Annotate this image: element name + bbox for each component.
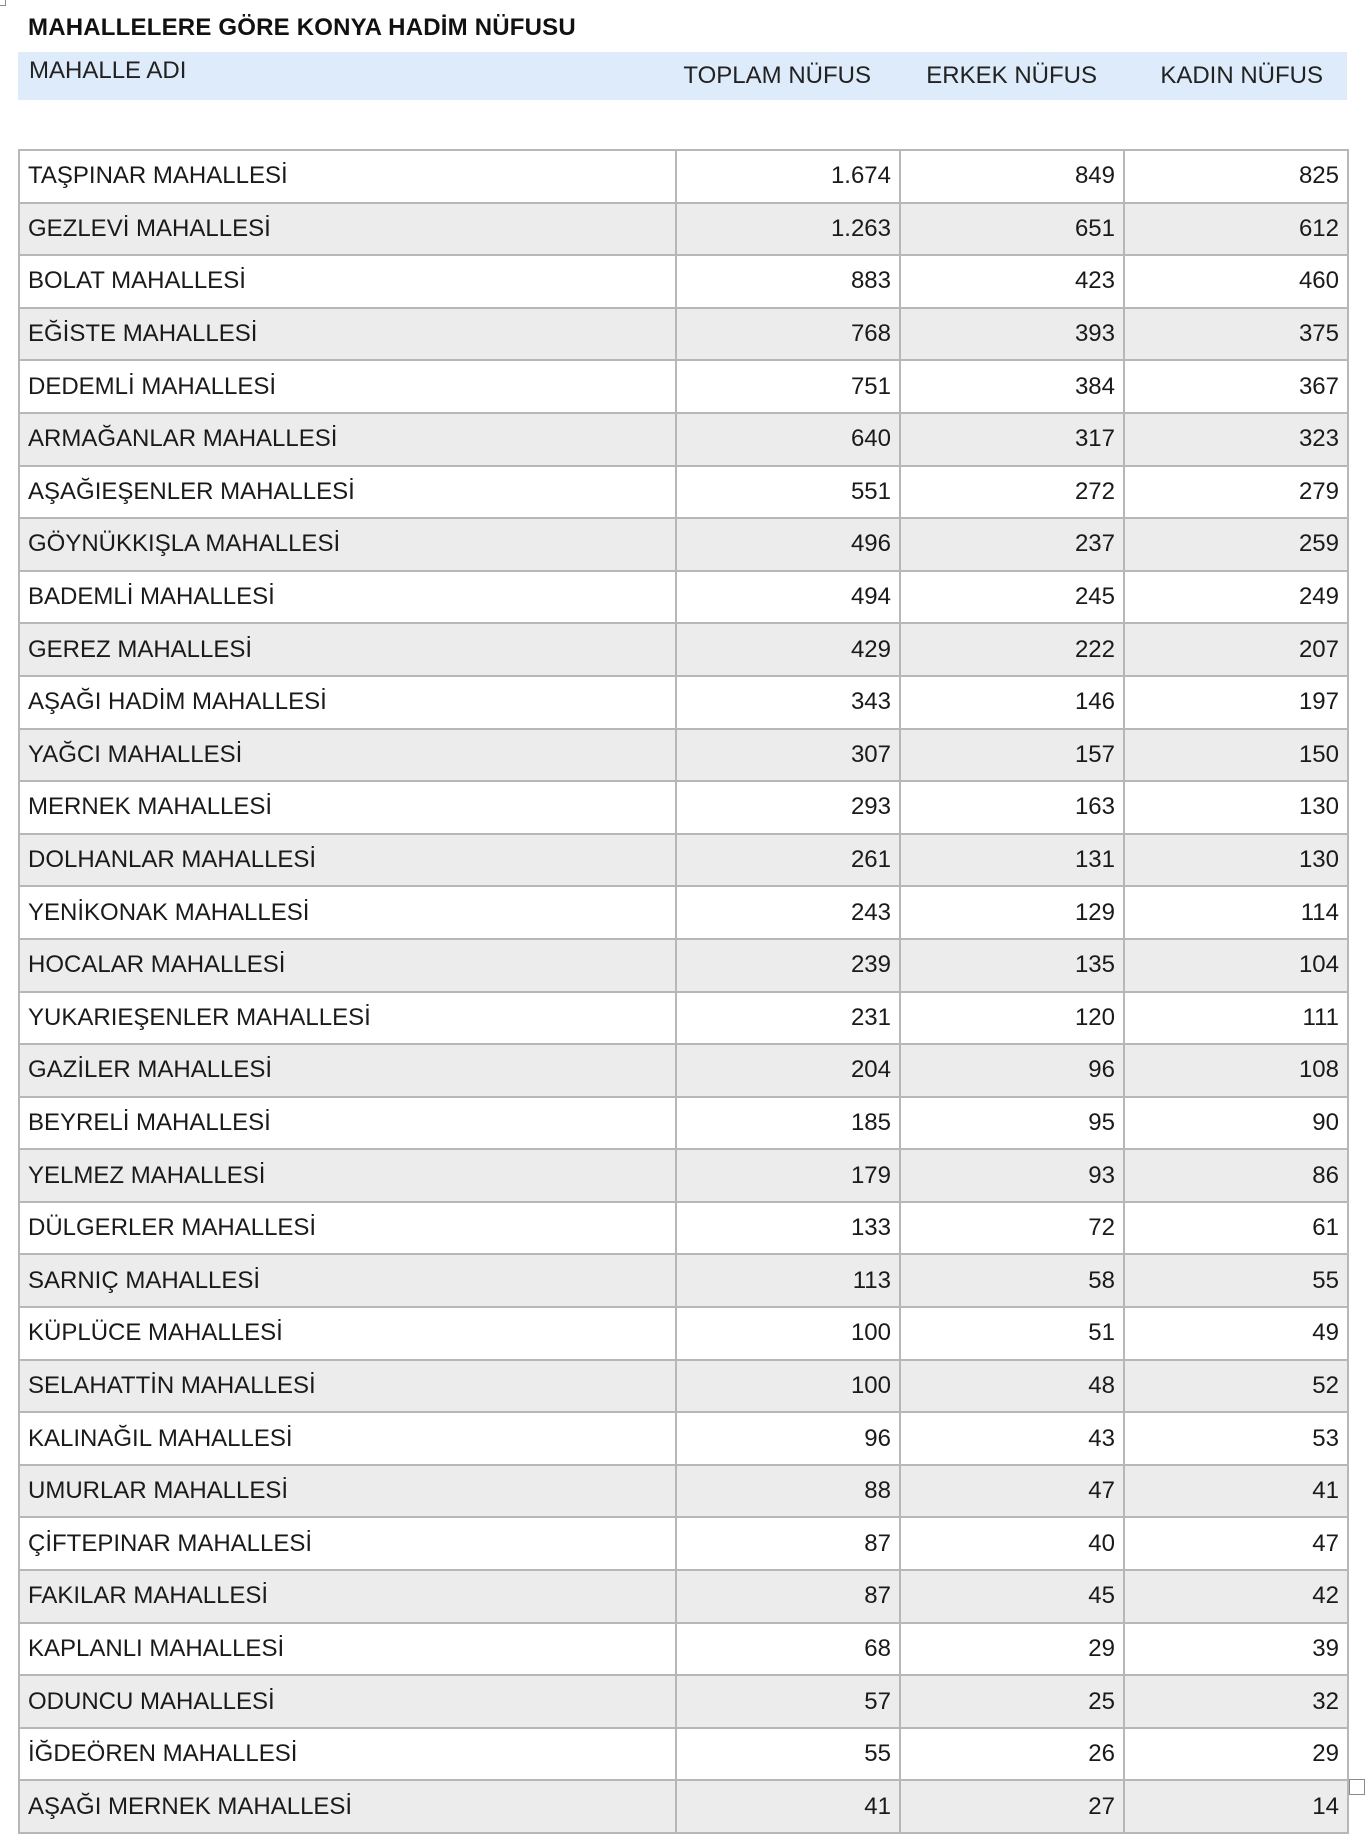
cell-mahalle-adi: DOLHANLAR MAHALLESİ bbox=[19, 834, 676, 887]
table-row bbox=[19, 886, 1348, 939]
cell-erkek-nufus: 58 bbox=[900, 1254, 1124, 1307]
cell-kadin-nufus: 612 bbox=[1124, 203, 1348, 256]
cell-kadin-nufus: 323 bbox=[1124, 413, 1348, 466]
table-row bbox=[19, 1780, 1348, 1833]
table-row bbox=[19, 308, 1348, 361]
table-row bbox=[19, 1097, 1348, 1150]
cell-erkek-nufus: 48 bbox=[900, 1360, 1124, 1413]
cell-toplam-nufus: 293 bbox=[676, 781, 900, 834]
header-kadin-nufus: KADIN NÜFUS bbox=[1160, 62, 1323, 89]
table-row bbox=[19, 1570, 1348, 1623]
cell-erkek-nufus: 51 bbox=[900, 1307, 1124, 1360]
cell-erkek-nufus: 131 bbox=[900, 834, 1124, 887]
cell-erkek-nufus: 26 bbox=[900, 1728, 1124, 1781]
table-row bbox=[19, 1202, 1348, 1255]
cell-erkek-nufus: 245 bbox=[900, 571, 1124, 624]
table-row bbox=[19, 255, 1348, 308]
cell-toplam-nufus: 751 bbox=[676, 360, 900, 413]
cell-kadin-nufus: 130 bbox=[1124, 781, 1348, 834]
cell-toplam-nufus: 87 bbox=[676, 1570, 900, 1623]
cell-mahalle-adi: TAŞPINAR MAHALLESİ bbox=[19, 150, 676, 203]
table-row bbox=[19, 150, 1348, 203]
table-row bbox=[19, 1465, 1348, 1518]
cell-erkek-nufus: 393 bbox=[900, 308, 1124, 361]
cell-erkek-nufus: 384 bbox=[900, 360, 1124, 413]
cell-erkek-nufus: 135 bbox=[900, 939, 1124, 992]
cell-erkek-nufus: 157 bbox=[900, 729, 1124, 782]
cell-kadin-nufus: 825 bbox=[1124, 150, 1348, 203]
cell-kadin-nufus: 14 bbox=[1124, 1780, 1348, 1833]
cell-kadin-nufus: 150 bbox=[1124, 729, 1348, 782]
cell-toplam-nufus: 231 bbox=[676, 992, 900, 1045]
cell-kadin-nufus: 49 bbox=[1124, 1307, 1348, 1360]
cell-mahalle-adi: KALINAĞIL MAHALLESİ bbox=[19, 1412, 676, 1465]
cell-toplam-nufus: 883 bbox=[676, 255, 900, 308]
cell-toplam-nufus: 88 bbox=[676, 1465, 900, 1518]
cell-kadin-nufus: 55 bbox=[1124, 1254, 1348, 1307]
cell-erkek-nufus: 40 bbox=[900, 1517, 1124, 1570]
table-row bbox=[19, 676, 1348, 729]
cell-kadin-nufus: 86 bbox=[1124, 1149, 1348, 1202]
cell-toplam-nufus: 1.674 bbox=[676, 150, 900, 203]
cell-mahalle-adi: İĞDEÖREN MAHALLESİ bbox=[19, 1728, 676, 1781]
cell-toplam-nufus: 55 bbox=[676, 1728, 900, 1781]
table-row bbox=[19, 1412, 1348, 1465]
cell-kadin-nufus: 29 bbox=[1124, 1728, 1348, 1781]
cell-toplam-nufus: 133 bbox=[676, 1202, 900, 1255]
table-resize-handle[interactable] bbox=[1349, 1779, 1365, 1795]
cell-toplam-nufus: 261 bbox=[676, 834, 900, 887]
cell-erkek-nufus: 317 bbox=[900, 413, 1124, 466]
table-row bbox=[19, 1149, 1348, 1202]
cell-erkek-nufus: 93 bbox=[900, 1149, 1124, 1202]
table-row bbox=[19, 1254, 1348, 1307]
cell-toplam-nufus: 179 bbox=[676, 1149, 900, 1202]
table-row bbox=[19, 1623, 1348, 1676]
header-toplam-nufus: TOPLAM NÜFUS bbox=[683, 62, 871, 89]
cell-toplam-nufus: 243 bbox=[676, 886, 900, 939]
cell-kadin-nufus: 111 bbox=[1124, 992, 1348, 1045]
cell-erkek-nufus: 95 bbox=[900, 1097, 1124, 1150]
table-row bbox=[19, 1044, 1348, 1097]
cell-erkek-nufus: 222 bbox=[900, 623, 1124, 676]
table-row bbox=[19, 834, 1348, 887]
cell-mahalle-adi: EĞİSTE MAHALLESİ bbox=[19, 308, 676, 361]
cell-erkek-nufus: 146 bbox=[900, 676, 1124, 729]
cell-kadin-nufus: 90 bbox=[1124, 1097, 1348, 1150]
table-row bbox=[19, 1307, 1348, 1360]
cell-kadin-nufus: 249 bbox=[1124, 571, 1348, 624]
cell-kadin-nufus: 52 bbox=[1124, 1360, 1348, 1413]
cell-erkek-nufus: 120 bbox=[900, 992, 1124, 1045]
cell-mahalle-adi: KAPLANLI MAHALLESİ bbox=[19, 1623, 676, 1676]
cell-mahalle-adi: DÜLGERLER MAHALLESİ bbox=[19, 1202, 676, 1255]
cell-mahalle-adi: YAĞCI MAHALLESİ bbox=[19, 729, 676, 782]
cell-mahalle-adi: AŞAĞIEŞENLER MAHALLESİ bbox=[19, 466, 676, 519]
cell-erkek-nufus: 129 bbox=[900, 886, 1124, 939]
cell-mahalle-adi: GEREZ MAHALLESİ bbox=[19, 623, 676, 676]
cell-toplam-nufus: 100 bbox=[676, 1360, 900, 1413]
population-table-body bbox=[19, 150, 1348, 1833]
table-row bbox=[19, 729, 1348, 782]
cell-mahalle-adi: GÖYNÜKKIŞLA MAHALLESİ bbox=[19, 518, 676, 571]
cell-kadin-nufus: 114 bbox=[1124, 886, 1348, 939]
cell-toplam-nufus: 87 bbox=[676, 1517, 900, 1570]
table-row bbox=[19, 1517, 1348, 1570]
cell-mahalle-adi: BOLAT MAHALLESİ bbox=[19, 255, 676, 308]
cell-erkek-nufus: 163 bbox=[900, 781, 1124, 834]
cell-erkek-nufus: 47 bbox=[900, 1465, 1124, 1518]
cell-toplam-nufus: 204 bbox=[676, 1044, 900, 1097]
cell-kadin-nufus: 53 bbox=[1124, 1412, 1348, 1465]
cell-kadin-nufus: 259 bbox=[1124, 518, 1348, 571]
table-row bbox=[19, 413, 1348, 466]
table-row bbox=[19, 1728, 1348, 1781]
cell-toplam-nufus: 496 bbox=[676, 518, 900, 571]
cell-toplam-nufus: 429 bbox=[676, 623, 900, 676]
table-row bbox=[19, 518, 1348, 571]
cell-mahalle-adi: AŞAĞI MERNEK MAHALLESİ bbox=[19, 1780, 676, 1833]
cell-toplam-nufus: 1.263 bbox=[676, 203, 900, 256]
cell-mahalle-adi: BADEMLİ MAHALLESİ bbox=[19, 571, 676, 624]
cell-erkek-nufus: 237 bbox=[900, 518, 1124, 571]
cell-erkek-nufus: 96 bbox=[900, 1044, 1124, 1097]
cell-mahalle-adi: DEDEMLİ MAHALLESİ bbox=[19, 360, 676, 413]
cell-mahalle-adi: ÇİFTEPINAR MAHALLESİ bbox=[19, 1517, 676, 1570]
cell-mahalle-adi: ODUNCU MAHALLESİ bbox=[19, 1675, 676, 1728]
table-row bbox=[19, 623, 1348, 676]
cell-mahalle-adi: KÜPLÜCE MAHALLESİ bbox=[19, 1307, 676, 1360]
cell-erkek-nufus: 651 bbox=[900, 203, 1124, 256]
cell-kadin-nufus: 32 bbox=[1124, 1675, 1348, 1728]
cell-toplam-nufus: 57 bbox=[676, 1675, 900, 1728]
cell-kadin-nufus: 41 bbox=[1124, 1465, 1348, 1518]
cell-mahalle-adi: AŞAĞI HADİM MAHALLESİ bbox=[19, 676, 676, 729]
cell-kadin-nufus: 460 bbox=[1124, 255, 1348, 308]
table-row bbox=[19, 939, 1348, 992]
cell-mahalle-adi: GEZLEVİ MAHALLESİ bbox=[19, 203, 676, 256]
cell-toplam-nufus: 68 bbox=[676, 1623, 900, 1676]
cell-kadin-nufus: 39 bbox=[1124, 1623, 1348, 1676]
cell-erkek-nufus: 423 bbox=[900, 255, 1124, 308]
cell-erkek-nufus: 272 bbox=[900, 466, 1124, 519]
cell-toplam-nufus: 96 bbox=[676, 1412, 900, 1465]
cell-erkek-nufus: 27 bbox=[900, 1780, 1124, 1833]
cell-mahalle-adi: YELMEZ MAHALLESİ bbox=[19, 1149, 676, 1202]
cell-toplam-nufus: 307 bbox=[676, 729, 900, 782]
header-mahalle-adi: MAHALLE ADI bbox=[29, 57, 187, 84]
cell-erkek-nufus: 29 bbox=[900, 1623, 1124, 1676]
cell-kadin-nufus: 108 bbox=[1124, 1044, 1348, 1097]
cell-erkek-nufus: 72 bbox=[900, 1202, 1124, 1255]
cell-toplam-nufus: 41 bbox=[676, 1780, 900, 1833]
header-erkek-nufus: ERKEK NÜFUS bbox=[926, 62, 1097, 89]
cell-mahalle-adi: YENİKONAK MAHALLESİ bbox=[19, 886, 676, 939]
table-header bbox=[18, 52, 1347, 100]
cell-mahalle-adi: MERNEK MAHALLESİ bbox=[19, 781, 676, 834]
cell-toplam-nufus: 640 bbox=[676, 413, 900, 466]
cell-kadin-nufus: 279 bbox=[1124, 466, 1348, 519]
cell-kadin-nufus: 197 bbox=[1124, 676, 1348, 729]
cell-mahalle-adi: ARMAĞANLAR MAHALLESİ bbox=[19, 413, 676, 466]
cell-toplam-nufus: 100 bbox=[676, 1307, 900, 1360]
page-title: MAHALLELERE GÖRE KONYA HADİM NÜFUSU bbox=[28, 14, 576, 41]
cell-toplam-nufus: 343 bbox=[676, 676, 900, 729]
cell-toplam-nufus: 113 bbox=[676, 1254, 900, 1307]
cell-toplam-nufus: 185 bbox=[676, 1097, 900, 1150]
cell-kadin-nufus: 375 bbox=[1124, 308, 1348, 361]
cell-mahalle-adi: FAKILAR MAHALLESİ bbox=[19, 1570, 676, 1623]
table-row bbox=[19, 360, 1348, 413]
cell-kadin-nufus: 104 bbox=[1124, 939, 1348, 992]
cell-kadin-nufus: 130 bbox=[1124, 834, 1348, 887]
cell-kadin-nufus: 61 bbox=[1124, 1202, 1348, 1255]
cell-mahalle-adi: GAZİLER MAHALLESİ bbox=[19, 1044, 676, 1097]
table-row bbox=[19, 992, 1348, 1045]
cell-kadin-nufus: 207 bbox=[1124, 623, 1348, 676]
table-row bbox=[19, 1360, 1348, 1413]
cell-toplam-nufus: 768 bbox=[676, 308, 900, 361]
cell-erkek-nufus: 43 bbox=[900, 1412, 1124, 1465]
cell-mahalle-adi: SELAHATTİN MAHALLESİ bbox=[19, 1360, 676, 1413]
table-row bbox=[19, 781, 1348, 834]
cell-mahalle-adi: HOCALAR MAHALLESİ bbox=[19, 939, 676, 992]
table-row bbox=[19, 1675, 1348, 1728]
table-row bbox=[19, 571, 1348, 624]
cell-mahalle-adi: BEYRELİ MAHALLESİ bbox=[19, 1097, 676, 1150]
population-table bbox=[18, 149, 1349, 1834]
cell-kadin-nufus: 367 bbox=[1124, 360, 1348, 413]
cell-mahalle-adi: YUKARIEŞENLER MAHALLESİ bbox=[19, 992, 676, 1045]
cell-kadin-nufus: 42 bbox=[1124, 1570, 1348, 1623]
cell-toplam-nufus: 239 bbox=[676, 939, 900, 992]
cell-mahalle-adi: SARNIÇ MAHALLESİ bbox=[19, 1254, 676, 1307]
cell-toplam-nufus: 494 bbox=[676, 571, 900, 624]
cell-mahalle-adi: UMURLAR MAHALLESİ bbox=[19, 1465, 676, 1518]
table-row bbox=[19, 203, 1348, 256]
cell-erkek-nufus: 45 bbox=[900, 1570, 1124, 1623]
cell-kadin-nufus: 47 bbox=[1124, 1517, 1348, 1570]
cell-erkek-nufus: 25 bbox=[900, 1675, 1124, 1728]
table-row bbox=[19, 466, 1348, 519]
table-move-handle[interactable] bbox=[0, 0, 6, 6]
cell-toplam-nufus: 551 bbox=[676, 466, 900, 519]
cell-erkek-nufus: 849 bbox=[900, 150, 1124, 203]
